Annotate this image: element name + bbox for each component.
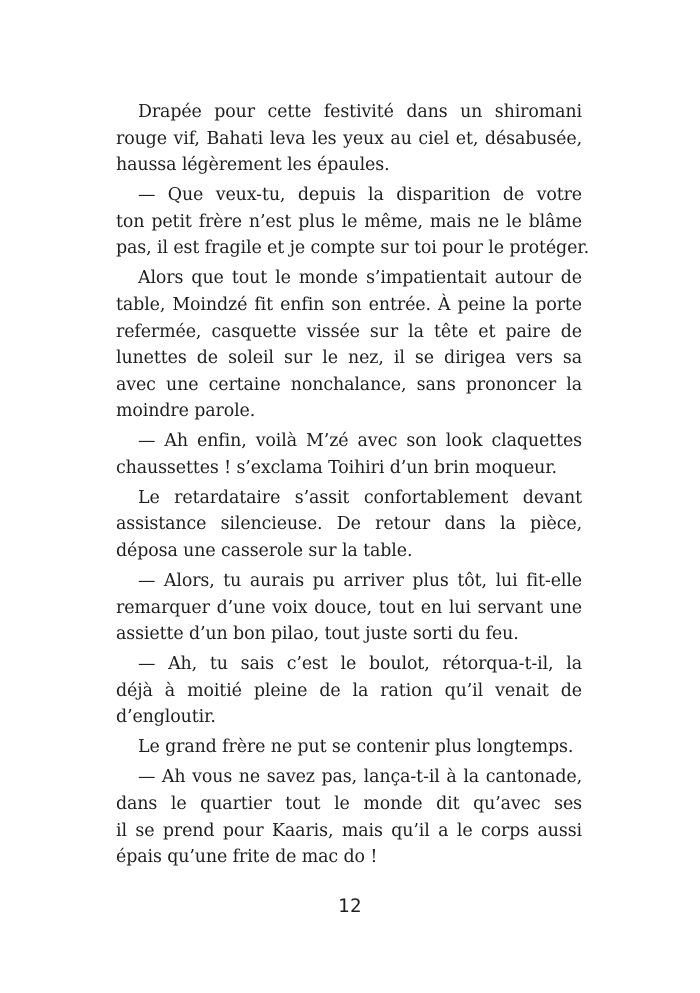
text-line: avec une certaine nonchalance, sans prononcer la xyxy=(116,374,582,395)
text-line: d’engloutir. xyxy=(116,707,216,728)
paragraph xyxy=(116,651,582,731)
text-line: rouge vif, Bahati leva les yeux au ciel et, désabusée, xyxy=(116,128,582,149)
text-line: épais qu’une frite de mac do ! xyxy=(116,847,378,868)
paragraph xyxy=(116,428,582,481)
text-line: — Ah enfin, voilà M’zé avec son look claquettes xyxy=(138,431,582,452)
paragraph xyxy=(116,99,582,179)
text-line: — Que veux-tu, depuis la disparition de votre xyxy=(138,185,582,206)
paragraph xyxy=(116,764,582,870)
text-line: Le retardataire s’assit confortablement devant xyxy=(138,487,582,508)
text-line: il se prend pour Kaaris, mais qu’il a le corps aussi xyxy=(116,820,582,841)
text-line: Le grand frère ne put se contenir plus longtemps. xyxy=(138,737,574,758)
paragraph xyxy=(116,265,582,425)
paragraph xyxy=(116,182,590,262)
text-line: — Ah, tu sais c’est le boulot, rétorqua-t-il, la xyxy=(138,654,582,675)
body-text xyxy=(116,99,590,871)
text-line: — Alors, tu aurais pu arriver plus tôt, lui fit-elle xyxy=(138,571,582,592)
paragraph xyxy=(116,734,582,761)
text-line: pas, il est fragile et je compte sur toi pour le protéger. xyxy=(116,238,590,259)
text-line: refermée, casquette vissée sur la tête et paire de xyxy=(116,321,582,342)
paragraph xyxy=(116,485,582,565)
text-line: Alors que tout le monde s’impatientait autour de xyxy=(138,268,582,289)
text-line: Drapée pour cette festivité dans un shiromani xyxy=(138,102,582,122)
text-line: haussa légèrement les épaules. xyxy=(116,155,390,176)
text-line: — Ah vous ne savez pas, lança-t-il à la cantonade, xyxy=(138,767,582,788)
text-line: moindre parole. xyxy=(116,401,256,422)
text-line: ton petit frère n’est plus le même, mais ne le blâme xyxy=(116,211,582,232)
text-line: chaussettes ! s’exclama Toihiri d’un brin moqueur. xyxy=(116,457,557,478)
text-line: déjà à moitié pleine de la ration qu’il venait de xyxy=(116,680,582,701)
text-line: remarquer d’une voix douce, tout en lui servant une xyxy=(116,597,582,618)
text-line: dans le quartier tout le monde dit qu’avec ses xyxy=(116,793,582,814)
text-line: lunettes de soleil sur le nez, il se dirigea vers sa xyxy=(116,348,582,369)
paragraph xyxy=(116,568,582,648)
text-line: table, Moindzé fit enfin son entrée. À peine la porte xyxy=(116,294,582,315)
text-line: assiette d’un bon pilao, tout juste sorti du feu. xyxy=(116,624,519,645)
text-line: déposa une casserole sur la table. xyxy=(116,541,413,562)
text-line: assistance silencieuse. De retour dans la pièce, xyxy=(116,514,582,535)
page-number: 12 xyxy=(338,895,362,917)
